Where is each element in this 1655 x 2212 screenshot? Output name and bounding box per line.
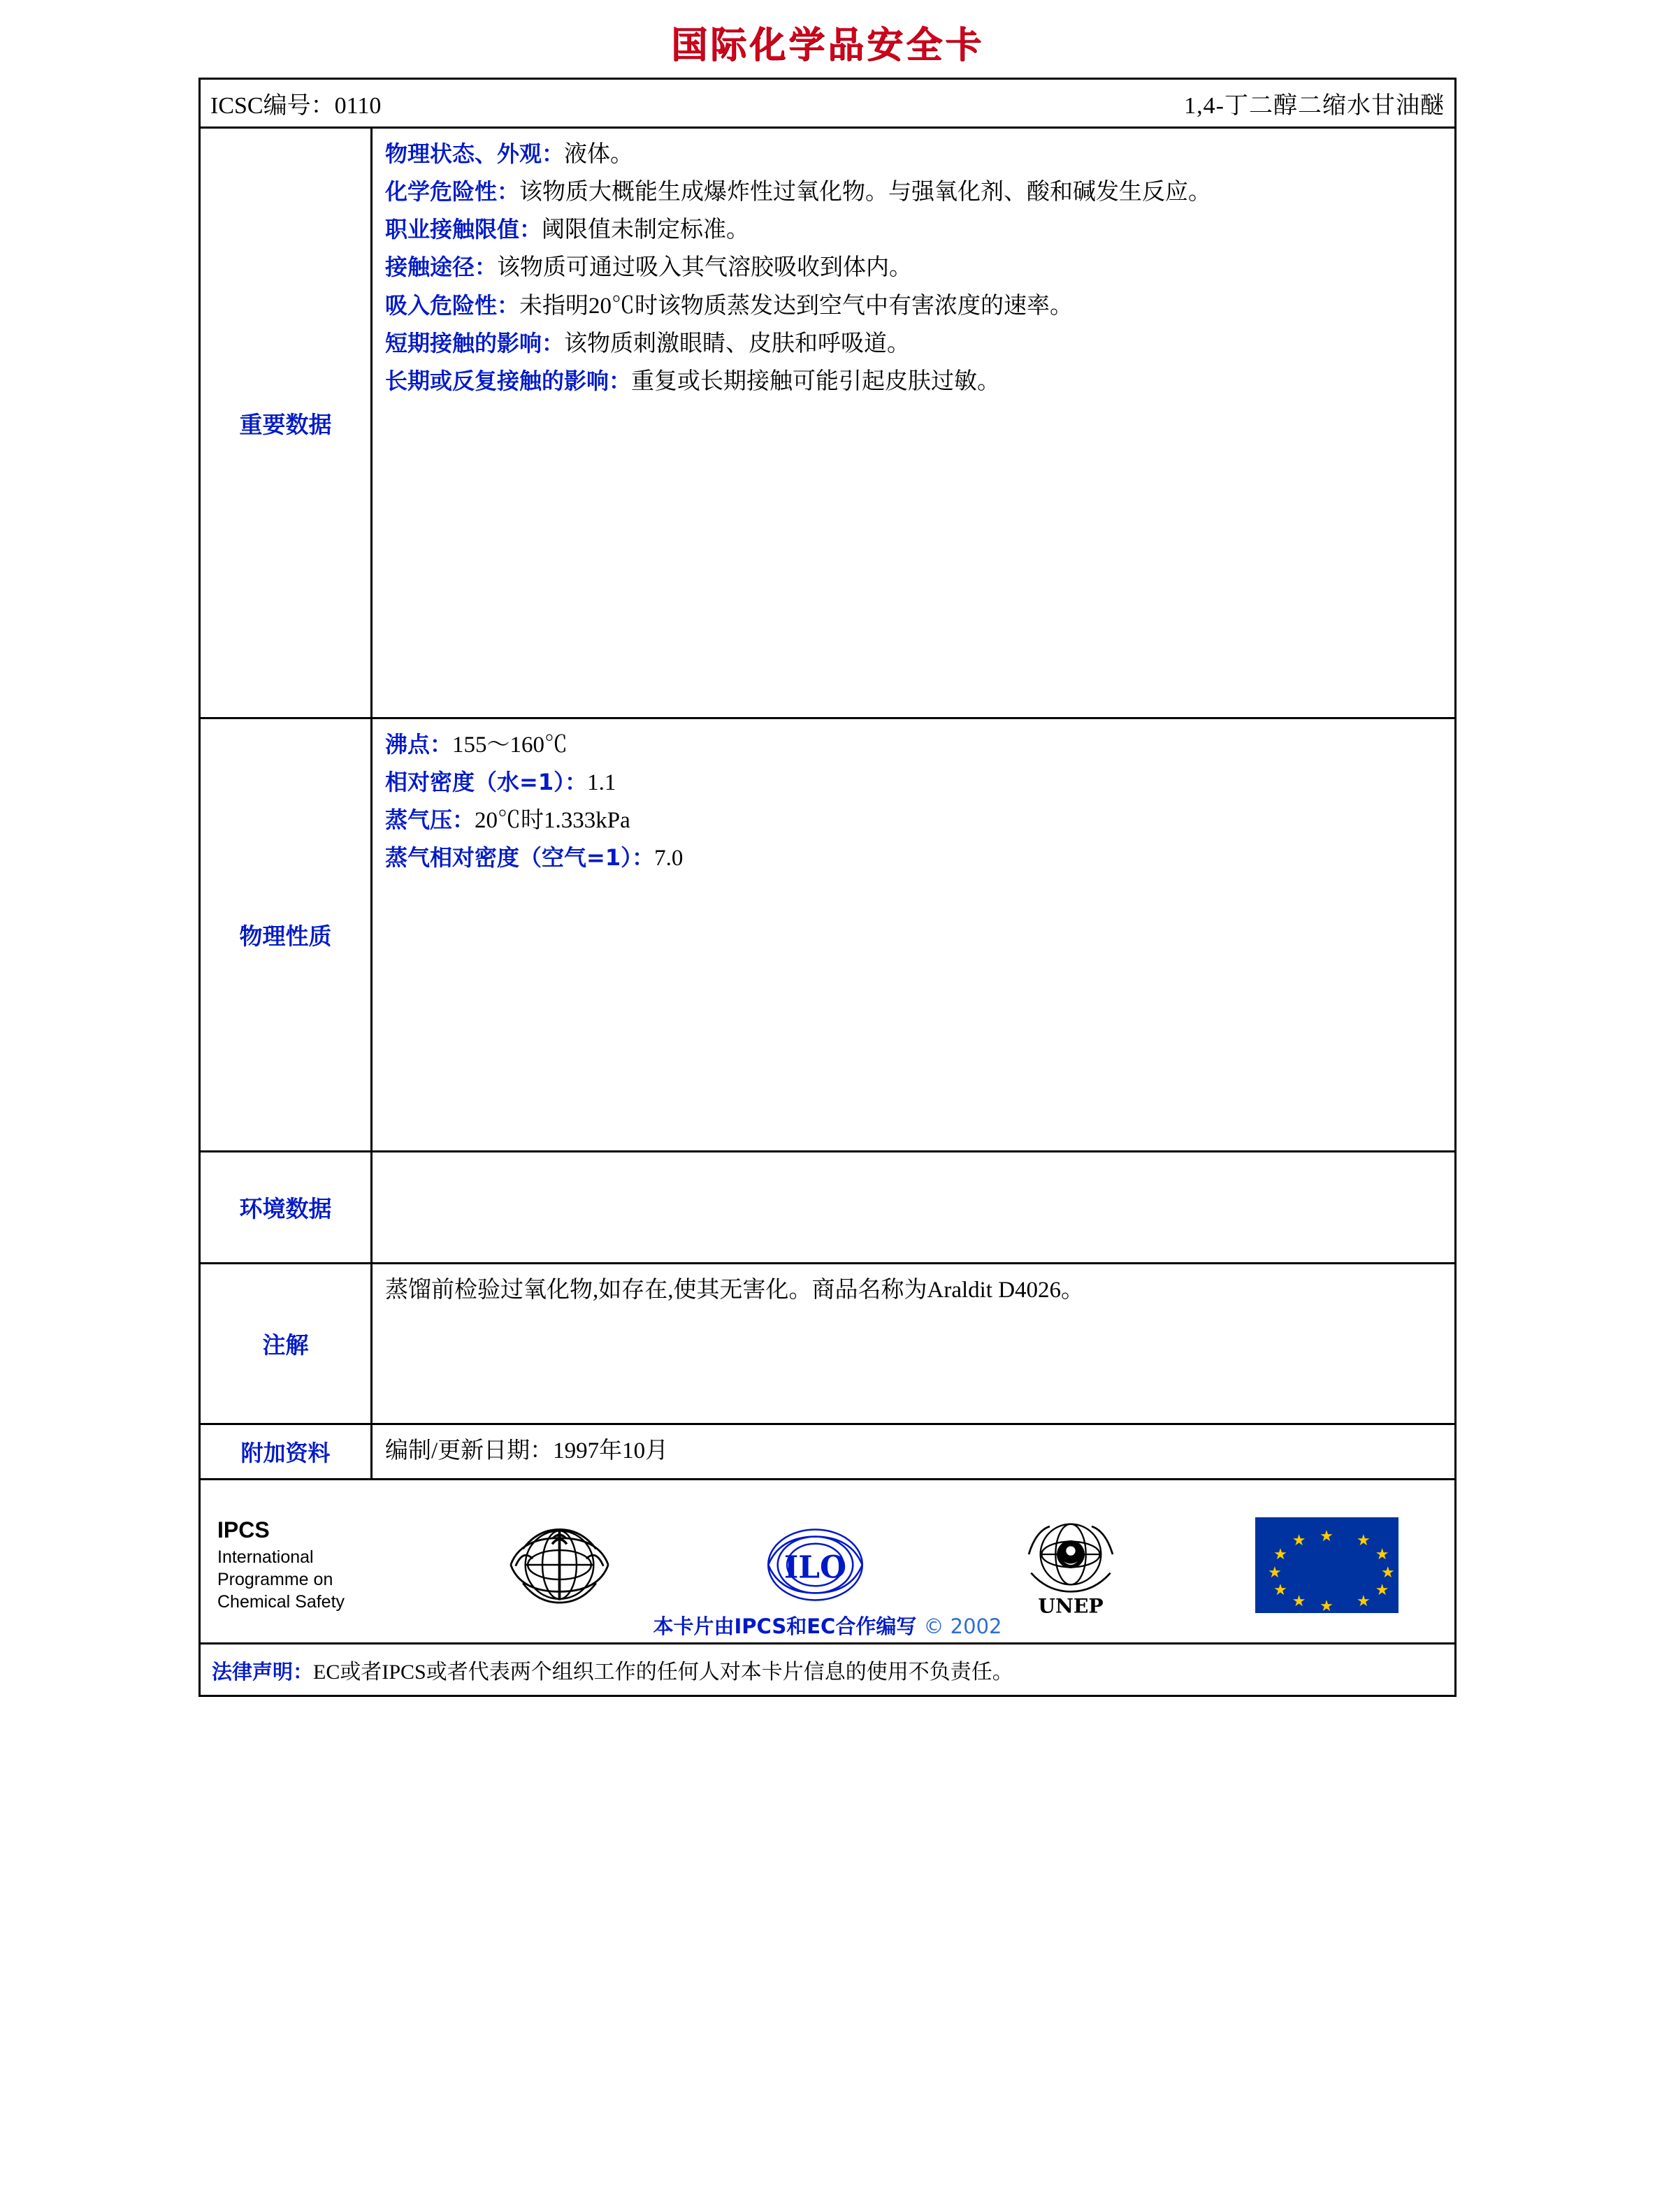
entry-value: 该物质刺激眼睛、皮肤和呼吸道。 [564,331,911,356]
entry-key: 吸入危险性： [385,291,520,319]
card-header [201,80,1454,129]
entry-value: 7.0 [654,846,684,872]
entry-inhalation-risk [385,289,1442,324]
section-label-environment: 环境数据 [201,1152,373,1262]
entry-key: 化学危险性： [385,178,520,205]
ipcs-subtitle: International Programme on Chemical Safety [217,1547,345,1612]
ipcs-title: IPCS [217,1517,270,1542]
entry-key: 短期接触的影响： [385,329,565,356]
svg-text:UNEP: UNEP [1038,1593,1104,1618]
credit-year: © 2002 [923,1614,1002,1639]
ilo-logo [751,1512,880,1617]
icsc-number-value: 0110 [334,93,382,119]
entry-key: 相对密度（水=1）： [385,769,588,796]
entry-value: 重复或长期接触可能引起皮肤过敏。 [631,368,1001,394]
unep-logo-slot [943,1512,1199,1617]
entry-key: 沸点： [385,731,453,758]
unep-logo [1004,1512,1137,1617]
section-label-notes: 注解 [201,1264,373,1423]
section-physical-properties [201,719,1454,1152]
ipcs-block [201,1517,431,1613]
section-content-important [373,129,1454,717]
entry-value: 该物质可通过吸入其气溶胶吸收到体内。 [497,255,913,281]
section-content-physical [373,719,1454,1150]
entry-key: 长期或反复接触的影响： [385,367,632,394]
entry-key: 蒸气相对密度（空气=1）： [385,844,655,872]
legal-label: 法律声明： [212,1660,314,1684]
legal-notice [201,1644,1454,1695]
section-additional-info [201,1425,1454,1480]
entry-boiling-point [385,728,1442,762]
entry-value: 20℃时1.333kPa [475,808,630,834]
eu-flag-slot [1199,1517,1454,1613]
entry-vapour-relative-density [385,841,1442,876]
icsc-number-block [210,86,381,120]
section-label-additional: 附加资料 [201,1425,373,1478]
substance-name: 1,4-丁二醇二缩水甘油醚 [1184,93,1445,119]
entry-value: 未指明20℃时该物质蒸发达到空气中有害浓度的速率。 [519,293,1074,319]
entry-short-term-effects [385,326,1442,361]
who-logo [498,1512,621,1617]
entry-exposure-routes [385,250,1442,285]
entry-chemical-danger [385,175,1442,210]
entry-key: 物理状态、外观： [385,140,565,167]
entry-physical-state [385,137,1442,172]
section-environmental-data [201,1152,1454,1264]
entry-key: 接触途径： [385,254,498,281]
entry-vapour-pressure [385,803,1442,838]
section-label-physical: 物理性质 [201,719,373,1150]
footer-logos [201,1480,1454,1644]
svg-text:ILO: ILO [783,1549,846,1586]
entry-value: 155～160℃ [452,732,568,758]
entry-occupational-limits [385,212,1442,247]
who-logo-slot [431,1512,687,1617]
entry-value: 该物质大概能生成爆炸性过氧化物。与强氧化剂、酸和碱发生反应。 [519,180,1212,205]
icsc-number-label: ICSC编号： [210,93,335,119]
section-content-environment [373,1152,1454,1262]
entry-long-term-effects [385,364,1442,399]
ilo-logo-slot [687,1512,943,1617]
entry-value: 1.1 [587,770,616,796]
entry-relative-density [385,765,1442,800]
icsc-card [198,78,1457,1697]
section-label-important: 重要数据 [201,129,373,717]
credit-line [201,1611,1454,1640]
entry-value: 液体。 [564,142,634,167]
entry-key: 蒸气压： [385,807,475,834]
credit-text: 本卡片由IPCS和EC合作编写 [653,1614,917,1639]
section-notes [201,1264,1454,1425]
entry-value: 阈限值未制定标准。 [542,217,750,243]
eu-flag: ★ ★ ★ ★ ★ ★ ★ ★ ★ ★ ★ ★ [1255,1517,1399,1613]
section-content-notes: 蒸馏前检验过氧化物,如存在,使其无害化。商品名称为Araldit D4026。 [385,1278,1085,1303]
legal-text: EC或者IPCS或者代表两个组织工作的任何人对本卡片信息的使用不负责任。 [313,1661,1013,1684]
section-content-additional: 编制/更新日期：1997年10月 [385,1438,669,1463]
page-title: 国际化学品安全卡 [670,24,984,66]
entry-key: 职业接触限值： [385,216,542,243]
section-important-data [201,129,1454,719]
